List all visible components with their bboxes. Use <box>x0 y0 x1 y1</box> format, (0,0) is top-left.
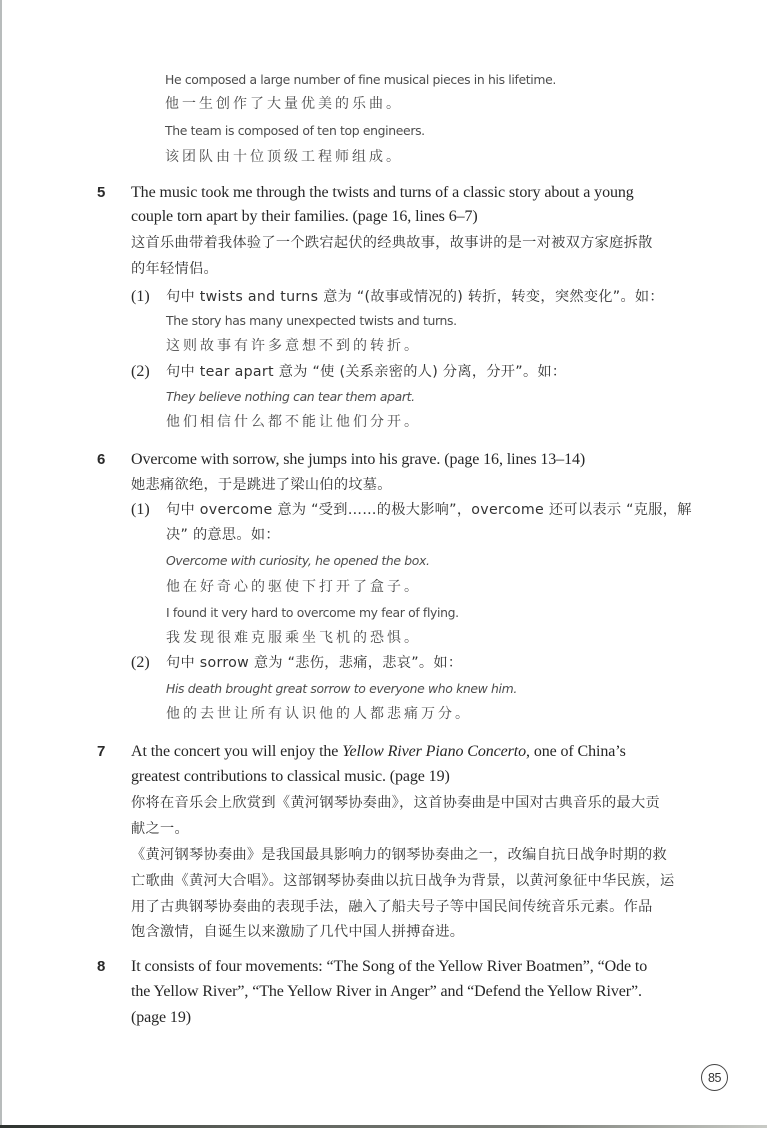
example-chinese: 他的去世让所有认识他的人都悲痛万分。 <box>166 706 472 722</box>
example-english: The story has many unexpected twists and turns. <box>166 313 457 328</box>
example-english: They believe nothing can tear them apart. <box>166 389 415 404</box>
item-sentence: (page 19) <box>131 1009 191 1026</box>
background-paragraph: 《黄河钢琴协奏曲》是我国最具影响力的钢琴协奏曲之一，改编自抗日战争时期的救 <box>131 847 668 863</box>
example-chinese: 我发现很难克服乘坐飞机的恐惧。 <box>166 630 421 646</box>
item-sentence: The music took me through the twists and turns of a classic story about a young <box>131 184 634 201</box>
sentence-text: At the concert you will enjoy the <box>131 743 343 760</box>
sub-note-label: (1) <box>131 288 150 305</box>
sub-note-text: 句中 sorrow 意为 “悲伤，悲痛，悲哀”。如： <box>166 655 463 671</box>
item-number: 5 <box>97 184 106 201</box>
item-translation: 这首乐曲带着我体验了一个跌宕起伏的经典故事，故事讲的是一对被双方家庭拆散 <box>131 235 653 251</box>
example-chinese: 他们相信什么都不能让他们分开。 <box>166 414 421 430</box>
concerto-title: Yellow River Piano Concerto <box>342 743 527 760</box>
item-number: 8 <box>97 958 106 975</box>
item-translation: 她悲痛欲绝，于是跳进了梁山伯的坟墓。 <box>131 477 392 493</box>
page-number-badge <box>701 1064 728 1091</box>
item-sentence <box>131 742 626 762</box>
sub-note-label: (2) <box>131 363 150 380</box>
example-chinese: 他在好奇心的驱使下打开了盒子。 <box>166 579 421 595</box>
example-english: Overcome with curiosity, he opened the box. <box>166 553 430 568</box>
item-sentence: greatest contributions to classical music. (page 19) <box>131 768 450 785</box>
sub-note-text: 句中 overcome 意为 “受到……的极大影响”，overcome 还可以表示 “克服，解 <box>166 502 692 518</box>
background-paragraph: 亡歌曲《黄河大合唱》。这部钢琴协奏曲以抗日战争为背景，以黄河象征中华民族，运 <box>131 873 675 889</box>
sub-note-label: (2) <box>131 654 150 671</box>
item-translation: 的年轻情侣。 <box>131 261 218 277</box>
item-number: 7 <box>97 743 106 760</box>
sub-note-text: 句中 twists and turns 意为 “(故事或情况的) 转折，转变，突然变化”。如： <box>166 289 664 305</box>
sub-note-text: 决” 的意思。如： <box>166 527 280 543</box>
sub-note-label: (1) <box>131 501 150 518</box>
item-translation: 献之一。 <box>131 821 189 837</box>
background-paragraph: 用了古典钢琴协奏曲的表现手法，融入了船夫号子等中国民间传统音乐元素。作品 <box>131 899 653 915</box>
example-english: His death brought great sorrow to everyone who knew him. <box>166 681 517 696</box>
sentence-text: , one of China’s <box>526 743 626 760</box>
item-sentence: Overcome with sorrow, she jumps into his grave. (page 16, lines 13–14) <box>131 451 586 468</box>
example-chinese: 这则故事有许多意想不到的转折。 <box>166 338 421 354</box>
sub-note-text: 句中 tear apart 意为 “使 (关系亲密的人) 分离，分开”。如： <box>166 364 567 380</box>
page-number: 85 <box>708 1070 721 1085</box>
item-sentence: the Yellow River”, “The Yellow River in Anger” and “Defend the Yellow River”. <box>131 983 642 1000</box>
item-sentence: It consists of four movements: “The Song of the Yellow River Boatmen”, “Ode to <box>131 958 648 975</box>
page-left-edge <box>0 0 2 1128</box>
item-translation: 你将在音乐会上欣赏到《黄河钢琴协奏曲》，这首协奏曲是中国对古典音乐的最大贡 <box>131 795 660 811</box>
example-chinese: 该团队由十位顶级工程师组成。 <box>165 149 403 165</box>
background-paragraph: 饱含激情，自诞生以来激励了几代中国人拼搏奋进。 <box>131 924 465 940</box>
example-english: He composed a large number of fine musical pieces in his lifetime. <box>165 72 556 87</box>
item-sentence: couple torn apart by their families. (page 16, lines 6–7) <box>131 208 478 225</box>
item-number: 6 <box>97 451 106 468</box>
example-english: The team is composed of ten top engineers. <box>165 123 425 138</box>
example-english: I found it very hard to overcome my fear of flying. <box>166 605 459 620</box>
example-chinese: 他一生创作了大量优美的乐曲。 <box>165 96 403 112</box>
